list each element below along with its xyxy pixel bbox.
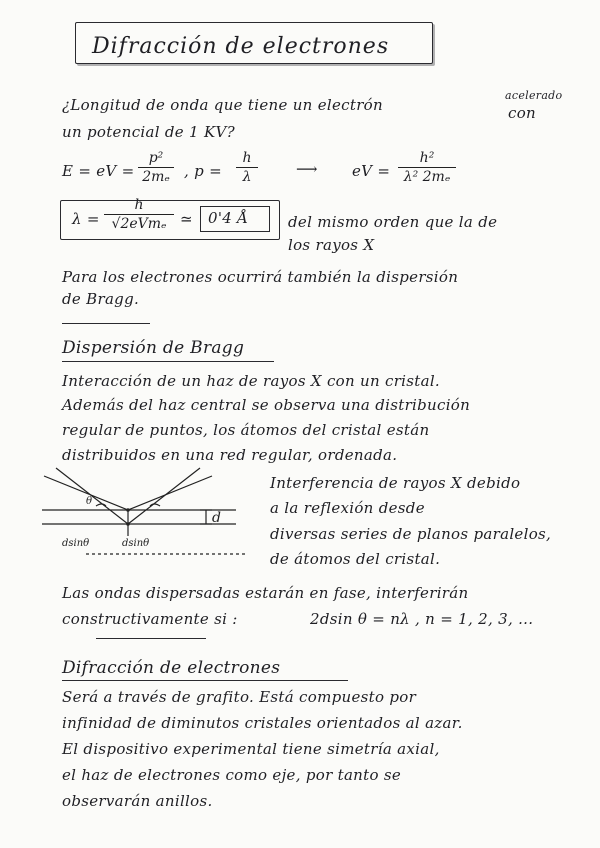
energy-numerator: p²: [148, 150, 164, 166]
bragg-section-title: Dispersión de Bragg: [62, 338, 245, 358]
momentum-lhs: , p =: [184, 162, 222, 180]
bragg-diagram: [36, 466, 252, 560]
electron-section-title: Difracción de electrones: [62, 658, 281, 678]
path-label-left: dsinθ: [62, 538, 90, 549]
comment-line-1: del mismo orden que la de: [288, 213, 498, 231]
question-line-1: ¿Longitud de onda que tiene un electrón: [62, 96, 383, 114]
electron-line-3: El dispositivo experimental tiene simetría axial,: [62, 740, 440, 758]
path-label-right: dsinθ: [122, 538, 150, 549]
bragg-side-line-1: Interferencia de rayos X debido: [270, 474, 521, 492]
bragg-line-4: distribuidos en una red regular, ordenada.: [62, 446, 398, 464]
electron-line-5: observarán anillos.: [62, 792, 213, 810]
electron-title-underline: [62, 680, 348, 681]
ev-lhs: eV =: [352, 162, 391, 180]
inserted-word: acelerado: [505, 89, 563, 102]
ev-fraction: [398, 150, 456, 185]
reflected-ray-2: [128, 468, 200, 524]
momentum-numerator: h: [242, 150, 252, 166]
ev-numerator: h²: [419, 150, 435, 166]
electron-line-1: Será a través de grafito. Está compuesto por: [62, 688, 417, 706]
comment-line-2: los rayos X: [288, 236, 375, 254]
lambda-numerator: h: [134, 197, 144, 213]
bragg-line-3: regular de puntos, los átomos del cristal están: [62, 421, 430, 439]
bragg-line-1: Interacción de un haz de rayos X con un cristal.: [62, 372, 441, 390]
ev-denominator: λ² 2mₑ: [403, 169, 451, 185]
lambda-value: 0'4 Å: [208, 209, 249, 227]
bragg-title-underline: [62, 361, 274, 362]
condition-line-1: Las ondas dispersadas estarán en fase, interferirán: [62, 584, 469, 602]
bragg-side-line-4: de átomos del cristal.: [270, 550, 441, 568]
question-line-2: un potencial de 1 KV?: [62, 123, 235, 141]
bragg-intro-line-1: Para los electrones ocurrirá también la dispersión: [62, 268, 459, 286]
separator-2: [96, 638, 206, 639]
bragg-side-line-2: a la reflexión desde: [270, 499, 425, 517]
bragg-line-2: Además del haz central se observa una distribución: [62, 396, 471, 414]
momentum-fraction: [236, 150, 258, 185]
lambda-fraction: [104, 197, 174, 232]
electron-line-2: infinidad de diminutos cristales orientados al azar.: [62, 714, 463, 732]
electron-line-4: el haz de electrones como eje, por tanto se: [62, 766, 402, 784]
question-line-1-end: con: [508, 104, 536, 122]
theta-label: θ: [86, 496, 93, 507]
atom-1: [126, 508, 130, 512]
condition-line-2: constructivamente si :: [62, 610, 238, 628]
page-title: Difracción de electrones: [92, 34, 390, 59]
bragg-condition-formula: 2dsin θ = nλ , n = 1, 2, 3, ...: [310, 610, 534, 628]
reflected-ray-1: [128, 476, 212, 510]
spacing-label: d: [212, 510, 221, 526]
bragg-side-line-3: diversas series de planos paralelos,: [270, 525, 552, 543]
arrow: ⟶: [296, 160, 318, 178]
atom-2: [126, 522, 130, 526]
energy-lhs: E = eV =: [62, 162, 135, 180]
separator-1: [62, 323, 150, 324]
lambda-lhs: λ =: [72, 210, 100, 228]
bragg-intro-line-2: de Bragg.: [62, 290, 140, 308]
lambda-denominator: √2eVmₑ: [111, 216, 167, 232]
approx-sign: ≃: [180, 210, 193, 228]
energy-fraction: [138, 150, 174, 185]
momentum-denominator: λ: [242, 169, 252, 185]
energy-denominator: 2mₑ: [142, 169, 170, 185]
